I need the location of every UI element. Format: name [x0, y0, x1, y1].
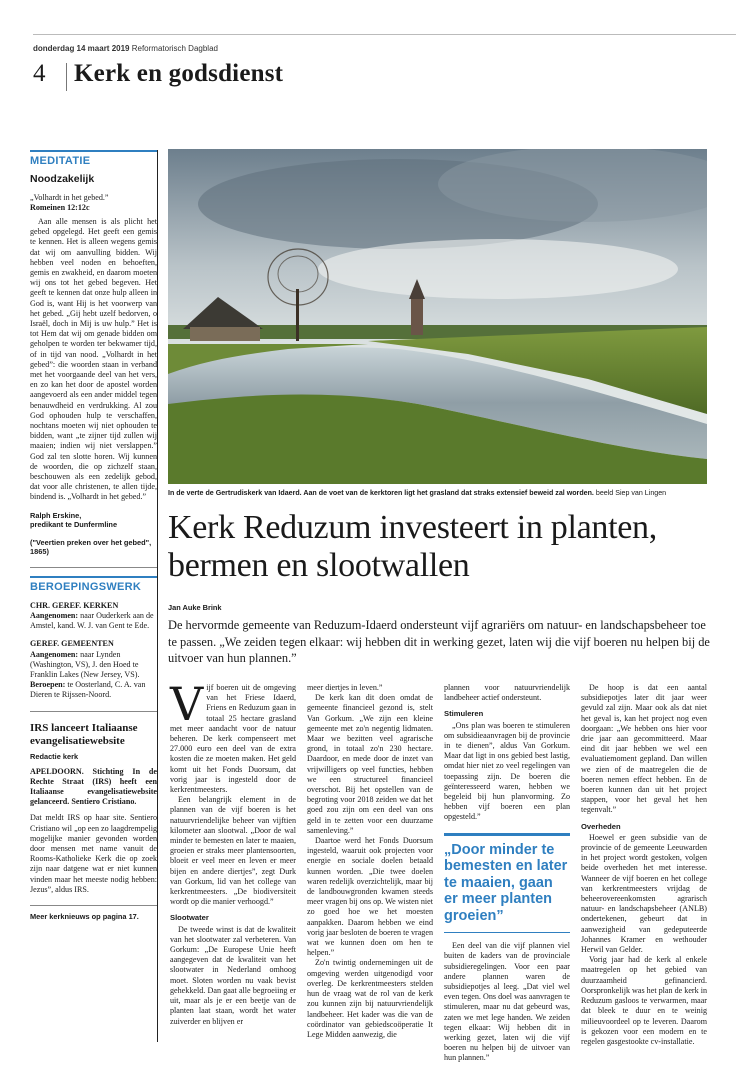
- meditatie-verse: [30, 193, 157, 213]
- paper-name: Reformatorisch Dagblad: [131, 44, 218, 53]
- article-column-4: [581, 683, 707, 1047]
- paragraph: De kerk kan dit doen omdat de gemeente financieel gezond is, stelt Van Gorkum. „We zijn een kleine gemeente met zo'n negentig lidmaten. Maar we bezitten veel agrarische grond, in totaal zo'n 230 hectare. Daardoor, en mede door de inzet van vrijwilligers op veel functies, hebben we een structureel financieel overschot. Bij het opstellen van de begroting voor 2018 zeiden we dat het goed zou zijn om een deel van ons geld in te zetten voor een duurzame samenleving.”: [307, 693, 433, 835]
- beroepingswerk-gg: [30, 639, 157, 700]
- section-title: Kerk en godsdienst: [74, 60, 284, 87]
- irs-body: [30, 813, 157, 895]
- page-number: 4: [33, 60, 46, 87]
- irs-text: Dat meldt IRS op haar site. Sentiero Cristiano wil „op een zo laagdrempelig mogelijke manier gevonden worden door mensen met name vanuit de Rooms-Katholieke Kerk die op zoek zijn naar datgene wat er niet kunnen vinden maar het meeste nodig hebben: Jezus”, aldus IRS.: [30, 813, 157, 894]
- meditatie-title: Noodzakelijk: [30, 173, 95, 185]
- meditatie-signature: [30, 511, 157, 530]
- more-news-link[interactable]: Meer kerknieuws op pagina 17.: [30, 905, 157, 921]
- verse-ref: Romeinen 12:12c: [30, 203, 90, 212]
- verse-text: „Volhardt in het gebed.”: [30, 193, 109, 202]
- subheading: Stimuleren: [444, 709, 484, 719]
- farmhouse: [190, 327, 260, 341]
- meditatie-label: MEDITATIE: [30, 150, 157, 167]
- paragraph: „Ons plan was boeren te stimuleren om subsidieaanvragen bij de provincie in te dienen”, aldus Van Gorkum. Maar dat ligt in ons gebied best lastig, omdat hier niet zo veel regelingen van toepassing zijn. De boeren die geïnteresseerd waren, hebben we begeleid bij hun planvorming. Zo hebben vijf boeren een plan opgesteld.”: [444, 720, 570, 822]
- dateline: [33, 44, 218, 53]
- ck-title: CHR. GEREF. KERKEN: [30, 600, 119, 610]
- article-headline: Kerk Reduzum investeert in planten, bermen en slootwallen: [168, 509, 657, 584]
- divider: [30, 567, 157, 568]
- gg-aangenomen-text: naar Lynden (Washington, VS), J. den Hoed te Franklin Lakes (New Jersey, VS).: [30, 649, 140, 679]
- article-column-2: [307, 683, 433, 1040]
- paragraph: Een deel van die vijf plannen viel buiten de kaders van de provinciale subsidieregelingen. Voor een paar andere plannen waren de subsidiepotjes al leeg. „Dat viel wel even tegen. Ons doel was aanvragen te stimuleren, maar nu dat gebeurd was, zaten we met lege handen. We zeiden tegen elkaar: Wij hebben dit in werking gezet, laten wij die vijf boeren nu helpen bij de uitvoer van hun plannen.”: [444, 941, 570, 1063]
- paragraph: Daartoe werd het Fonds Duorsum ingesteld, waaruit ook projecten voor energie en sociale doelen betaald kunnen worden. „Die twee doelen waren redelijk overzichtelijk, maar bij de landbouwgronden kwamen steeds meer vragen bij ons op. We wisten niet zo goed hoe we het moesten aanpakken. Daarom hebben we eind vorig jaar besloten de boeren te vragen wat we kunnen doen om hen te helpen.”: [307, 836, 433, 958]
- irs-lead-text: APELDOORN. Stichting In de Rechte Straat (IRS) heeft een Italiaanse evangelisatiewebsite gelanceerd. Sentiero Cristiano.: [30, 766, 157, 807]
- section-separator: [66, 63, 67, 91]
- cloud: [318, 239, 678, 299]
- paragraph: Hoewel er geen subsidie van de provincie of de gemeente Leeuwarden in het project wordt gestoken, volgen beide overheden het met interesse. Wanneer de vijf boeren en het college van kerkrentmeesters vrijdag de beheerovereenkomsten agrarisch natuur- en landschapsbeheer (ANLB) ondertekenen, gebeurt dat in aanwezigheid van gedeputeerde Johannes Kramer en wethouder Herwil van Gelder.: [581, 832, 707, 955]
- photo-credit: beeld Siep van Lingen: [595, 489, 667, 497]
- caption-text: In de verte de Gertrudiskerk van Idaerd. Aan de voet van de kerktoren ligt het grasland dat straks extensief beweid zal worden.: [168, 489, 594, 497]
- pull-quote: [444, 833, 570, 934]
- meditatie-text: Aan alle mensen is als plicht het gebed opgelegd. Het geeft een gemis te kennen. Het is alleen wegens gemis dat wij om aanvulling bidden. Wij hebben veel noden en behoeften, gemis en zwakheid, en daarom moeten wij ons tot het gebed begeven. Het geeft te kennen dat onze hulp alleen in God is, want Hij is het voorwerp van het gebed. „Gij hebt uzelf bedorven, o Israël, doch in Mij is uw hulp.” Het is tot Hem dat wij om genade bidden om geholpen te worden ter bekwamer tijd, of in tijd van nood. „Volhardt in het gebed”: die woorden staan in verband met het voorgaande deel van het vers, en zo kan het door de apostel worden aangevoerd als een ander middel tegen benauwdheid en verdrukking. Al zou God ophouden hulp te verschaffen, nochtans moeten wij niet ophouden te bidden, want „te zijner tijd zullen wij maaien; indien wij niet verslappen.” God zal ten slotte horen. Wij kunnen de woorden, die op zichzelf staan, beschouwen als een zedelijk gebod, dat voor alle christenen, te allen tijde, bindend is. „Volhardt in het gebed.”: [30, 217, 157, 502]
- sidebar: [30, 150, 158, 1042]
- drop-cap: V: [170, 677, 204, 731]
- gg-aangenomen-label: Aangenomen:: [30, 649, 79, 659]
- irs-lead: [30, 767, 157, 808]
- paragraph: meer diertjes in leven.”: [307, 683, 383, 692]
- subheading: Overheden: [581, 821, 621, 831]
- photo-caption: [168, 489, 707, 497]
- paragraph: Vorig jaar had de kerk al enkele maatregelen op het gebied van duurzaamheid gefinancierd. Oorspronkelijk was het plan de kerk in Reduzum gasloos te verwarmen, maar dat bleek te duur en te weinig milieuvoordeel op te leveren. Daarom is gekozen voor een modern en te regelen gasgestookte cv-installatie.: [581, 955, 707, 1046]
- meditatie-body: [30, 217, 157, 503]
- beroepingswerk-ck: [30, 601, 157, 632]
- gg-beroepen-text: te Oosterland, C. A. van Dieren te Rijssen-Noord.: [30, 680, 146, 700]
- gg-title: GEREF. GEMEENTEN: [30, 639, 114, 649]
- beroepingswerk-label: BEROEPINGSWERK: [30, 576, 157, 593]
- top-rule: [33, 34, 736, 35]
- ck-aangenomen-label: Aangenomen:: [30, 610, 79, 620]
- landscape-photo: [168, 149, 707, 484]
- paragraph: plannen voor natuurvriendelijk landbeheer actief ondersteunt.: [444, 683, 570, 703]
- irs-byline: Redactie kerk: [30, 751, 79, 761]
- issue-date: donderdag 14 maart 2019: [33, 44, 130, 53]
- author-name: Ralph Erskine,: [30, 510, 82, 520]
- paragraph: De tweede winst is dat de kwaliteit van het slootwater zal verbeteren. Van Gorkum: „De Europese Unie heeft aangegeven dat de kwaliteit van het slootwater in Nederland omhoog moet. Sloten worden nu vaak bevist gehekkeld. Dan gaat alle begroeiing er uit, maar als je er een beetje van de planten laat staan, wordt het water zuiverder en blijven er: [170, 924, 296, 1026]
- article-column-3: [444, 683, 570, 1064]
- article-column-1: [170, 677, 296, 1027]
- paragraph: Een belangrijk element in de plannen van de vijf boeren is het natuurvriendelijke beheer van vijftien kilometer aan slootwal. „Door de wal minder te bemesten en later te maaien, groeien er straks meer plantensoorten, bloeit er veel meer en leven er meer bijen en andere diertjes”, zegt Durk van Gorkum, lid van het college van kerkrentmeesters. „De biodiversiteit wordt op die manier verhoogd.”: [170, 795, 296, 907]
- paragraph: De hoop is dat een aantal subsidiepotjes later dit jaar weer gevuld zal zijn. Maar ook als dat niet het geval is, kan het project nog even doorgaan: „We hebben ons hier voor drie jaar aan gecommitteerd. Maar eind dit jaar hebben we wel een evaluatiemoment gepland. Dan willen we zien of de maatregelen die de boeren nemen effect hebben. En de boeren kunnen dan uit het project stappen, voor het geval het hen tegenvalt.”: [581, 683, 707, 815]
- irs-title: IRS lanceert Italiaanse evangelisatiewebsite: [30, 721, 138, 747]
- ck-aangenomen-text: naar Ouderkerk aan de Amstel, kand. W. J. van Gent te Ede.: [30, 610, 154, 631]
- article-intro: De hervormde gemeente van Reduzum-Idaerd ondersteunt vijf agrariërs om natuur- en landschapsbeheer toe te passen. „We zeiden tegen elkaar: wij hebben dit in werking gezet, laten wij die vijf boeren nu helpen bij de uitvoer van hun plannen.”: [168, 618, 710, 665]
- pull-quote-text: „Door minder te bemesten en later te maaien, gaan er meer planten groeien”: [444, 841, 568, 924]
- article-byline: Jan Auke Brink: [168, 603, 222, 612]
- subheading: Slootwater: [170, 913, 209, 923]
- gg-beroepen-label: Beroepen:: [30, 680, 66, 690]
- author-role: predikant te Dunfermline: [30, 520, 118, 530]
- meditatie-source: ("Veertien preken over het gebed", 1865): [30, 537, 152, 557]
- divider: [30, 711, 157, 712]
- paragraph: Zo'n twintig ondernemingen uit de omgeving werden uitgenodigd voor overleg. De kerkrentmeesters stelden hun de vraag wat de rol van de kerk zou kunnen zijn bij natuurvriendelijk landbeheer. Het kader was die van de coördinator van gebiedscoöperatie It Lege Midden aanwezig, die: [307, 958, 433, 1039]
- paragraph: ijf boeren uit de omgeving van het Friese Idaerd, Friens en Reduzum gaan in totaal 25 hectare grasland met meer aandacht voor de natuur beheren. De kerk compenseert met 27.000 euro een deel van de extra kosten die ze moeten maken. Het geld komt uit het Fonds Duorsum, dat vorig jaar is ingesteld door de kerkrentmeesters.: [170, 683, 296, 795]
